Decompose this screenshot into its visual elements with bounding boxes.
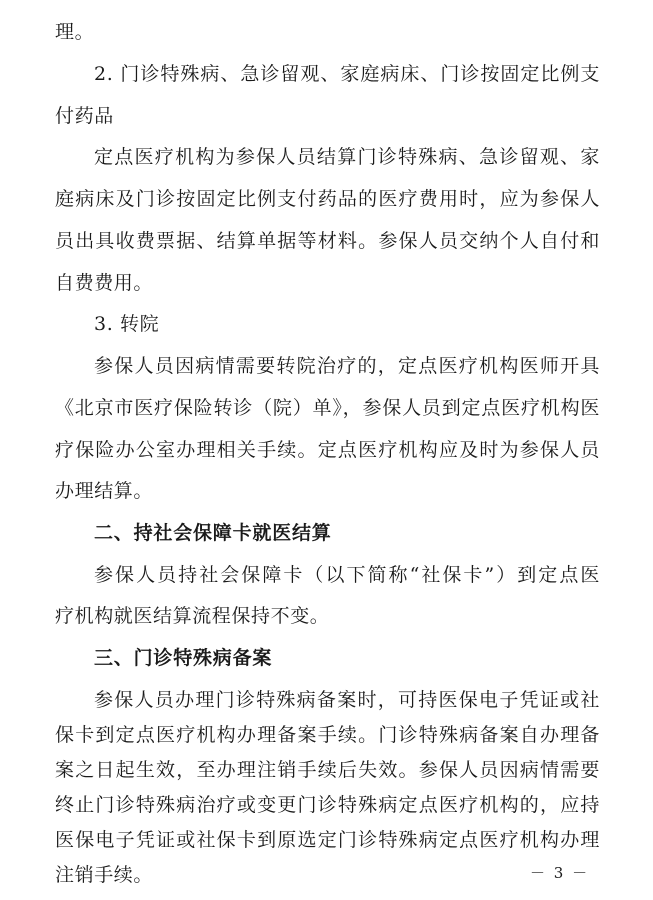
body-text-line: 理。 [55,21,95,43]
body-text-line: 自费费用。 [55,272,154,294]
body-text-line: 终止门诊特殊病治疗或变更门诊特殊病定点医疗机构的，应持 [55,794,600,816]
body-text-line: 参保人员办理门诊特殊病备案时，可持医保电子凭证或社 [94,689,600,711]
body-text-line: 保卡到定点医疗机构办理备案手续。门诊特殊病备案自办理备 [55,724,600,746]
body-text-line: 办理结算。 [55,480,154,502]
body-text-line: 庭病床及门诊按固定比例支付药品的医疗费用时，应为参保人 [55,188,600,210]
page-number: － 3 － [530,864,590,882]
body-text-line: 参保人员因病情需要转院治疗的，定点医疗机构医师开具 [94,355,600,377]
subsection-title-line: 3. 转院 [94,313,160,335]
body-text-line: 疗机构就医结算流程保持不变。 [55,605,330,627]
body-text-line: 医保电子凭证或社保卡到原选定门诊特殊病定点医疗机构办理 [55,829,600,851]
body-text-line: 定点医疗机构为参保人员结算门诊特殊病、急诊留观、家 [94,146,600,168]
body-text-line: 《北京市医疗保险转诊（院）单》，参保人员到定点医疗机构医 [55,397,600,419]
subsection-title-line: 2. 门诊特殊病、急诊留观、家庭病床、门诊按固定比例支 [94,63,600,85]
body-text-line: 注销手续。 [55,864,154,886]
body-text-line: 疗保险办公室办理相关手续。定点医疗机构应及时为参保人员 [55,439,600,461]
subsection-title-line: 付药品 [55,105,114,127]
body-text-line: 员出具收费票据、结算单据等材料。参保人员交纳个人自付和 [55,230,600,252]
body-text-line: 参保人员持社会保障卡（以下简称“社保卡”）到定点医 [94,564,600,586]
section-heading: 三、门诊特殊病备案 [94,647,273,669]
section-heading: 二、持社会保障卡就医结算 [94,522,332,544]
body-text-line: 案之日起生效，至办理注销手续后失效。参保人员因病情需要 [55,759,600,781]
